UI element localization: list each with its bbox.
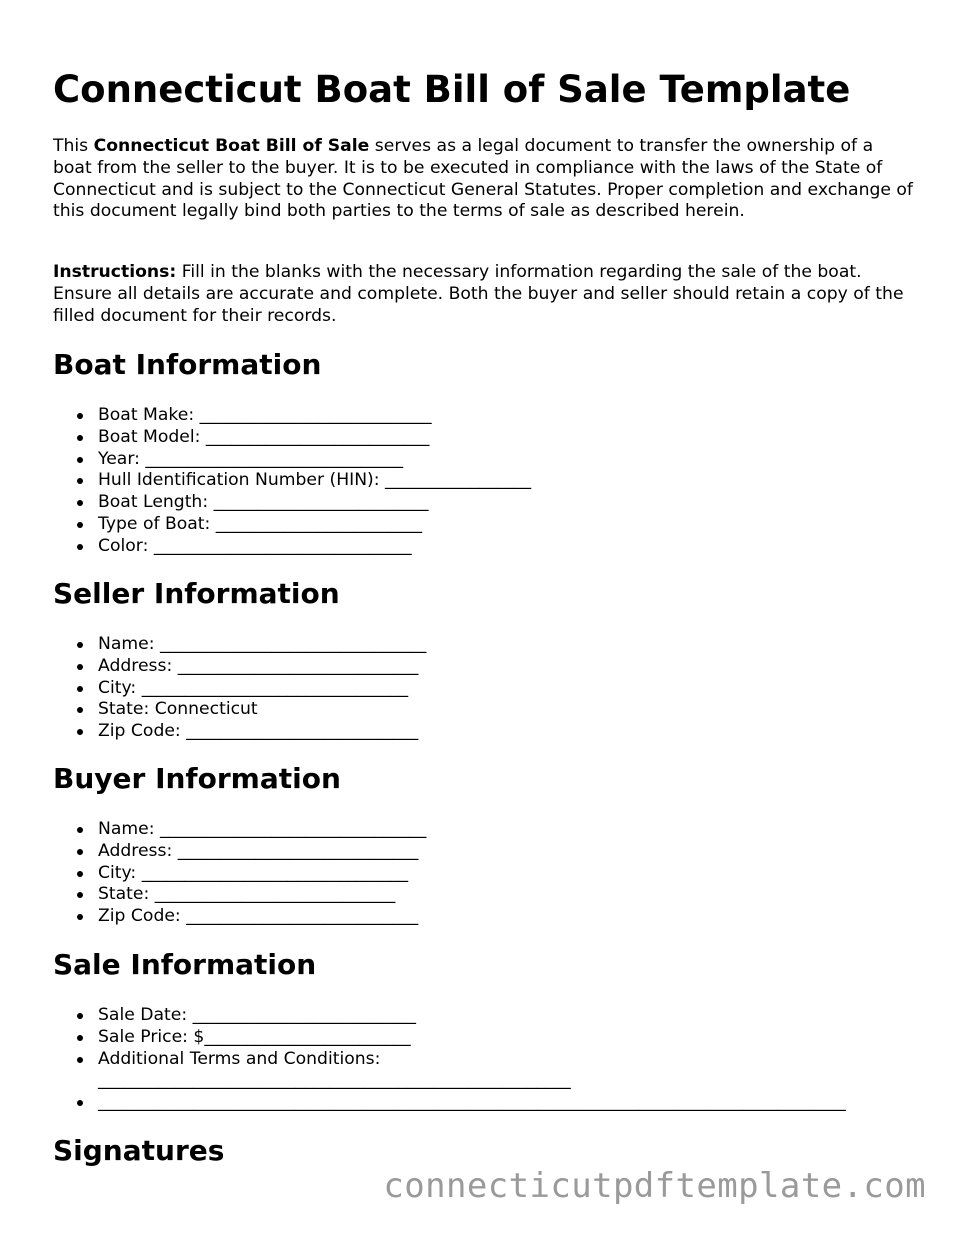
sale-price-field[interactable]: Sale Price: $________________________ [98,1027,846,1049]
intro-bold-term: Connecticut Boat Bill of Sale [93,136,370,156]
seller-name-field[interactable]: Name: _______________________________ [98,634,427,654]
sale-info-heading: Sale Information [53,948,317,981]
boat-color-field[interactable]: Color: ______________________________ [98,536,531,558]
site-watermark: connecticutpdftemplate.com [383,1166,926,1206]
seller-state-field: State: Connecticut [98,699,426,721]
extra-terms-line[interactable]: _______________________________________________________________________________________ [98,1092,846,1113]
additional-terms-line[interactable]: _______________________________________________________ [98,1070,571,1091]
buyer-info-heading: Buyer Information [53,762,341,795]
document-title: Connecticut Boat Bill of Sale Template [53,68,851,111]
seller-info-list [53,634,426,743]
boat-hin-field[interactable]: Hull Identification Number (HIN): _________________ [98,470,532,491]
intro-paragraph [53,136,913,223]
sale-info-list [53,1005,846,1114]
boat-length-field[interactable]: Boat Length: _________________________ [98,492,531,514]
instructions-label: Instructions: [53,262,177,282]
buyer-info-list [53,819,426,928]
instructions-paragraph [53,262,913,327]
boat-info-heading: Boat Information [53,348,322,381]
seller-zip-field[interactable]: Zip Code: ___________________________ [98,721,426,743]
buyer-name-field[interactable]: Name: _______________________________ [98,819,427,839]
boat-type-field[interactable]: Type of Boat: ________________________ [98,514,531,536]
additional-terms-item [98,1049,846,1093]
boat-make-field[interactable]: Boat Make: ___________________________ [98,405,531,427]
buyer-state-field[interactable]: State: ____________________________ [98,884,426,906]
intro-lead: This [53,136,94,156]
sale-date-field[interactable]: Sale Date: __________________________ [98,1005,846,1027]
buyer-zip-field[interactable]: Zip Code: ___________________________ [98,906,426,928]
boat-info-list [53,405,531,558]
additional-terms-label: Additional Terms and Conditions: [98,1048,381,1069]
boat-model-field[interactable]: Boat Model: __________________________ [98,427,531,449]
seller-info-heading: Seller Information [53,577,340,610]
buyer-address-field[interactable]: Address: ____________________________ [98,841,426,863]
seller-city-field[interactable]: City: _______________________________ [98,678,426,700]
buyer-city-field[interactable]: City: _______________________________ [98,863,426,885]
intro-rest: serves as a legal document to transfer the ownership of a boat from the seller to the buyer. It is to be executed in compliance with the laws of the State of Connecticut and is subject to the Connecticut General Statutes. Proper completion and exchange of this document legally bind both parties to the terms of sale as described herein. [53,136,913,222]
seller-address-field[interactable]: Address: ____________________________ [98,656,426,678]
instructions-text: Fill in the blanks with the necessary information regarding the sale of the boat. Ensure all details are accurate and complete. Both the buyer and seller should retain a copy of the filled document for their records. [53,262,904,326]
boat-year-field[interactable]: Year: ______________________________ [98,449,531,471]
signatures-heading: Signatures [53,1134,225,1167]
